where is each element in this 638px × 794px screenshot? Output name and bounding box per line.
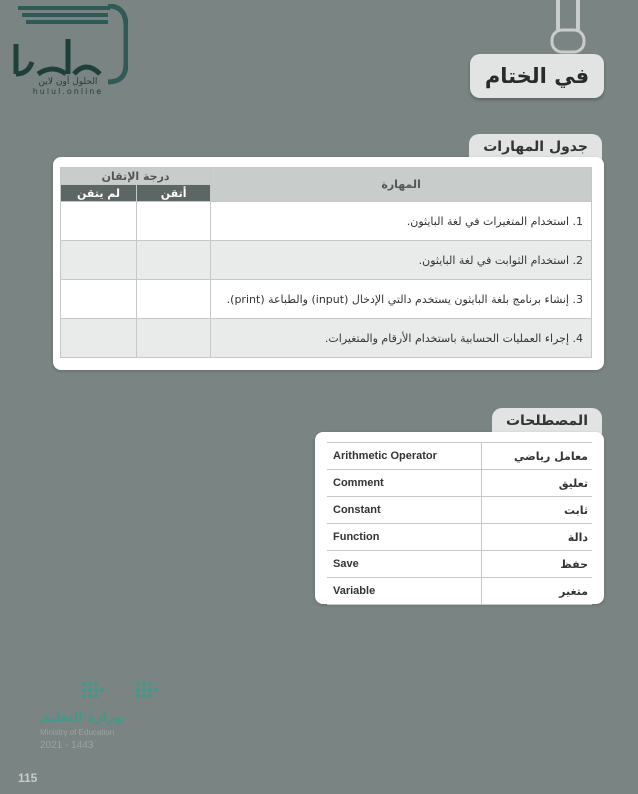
term-row — [327, 497, 592, 524]
skills-table — [60, 167, 592, 358]
skills-panel — [53, 157, 604, 370]
table-row — [61, 280, 592, 319]
ministry-name-arabic: وزارة التعليم — [40, 710, 123, 725]
term-arabic: ثابت — [482, 497, 592, 524]
skills-tab-label: جدول المهارات — [469, 134, 602, 160]
term-arabic: حفظ — [482, 551, 592, 578]
term-english: Comment — [327, 470, 482, 497]
logo-arabic: الحلول أون لاين — [38, 77, 98, 87]
hanging-clip-decoration — [548, 0, 588, 60]
mastered-header: أتقن — [137, 185, 211, 202]
mastered-cell[interactable] — [137, 202, 211, 241]
term-english: Constant — [327, 497, 482, 524]
skill-header: المهارة — [211, 168, 592, 202]
table-row — [61, 241, 592, 280]
term-arabic: دالة — [482, 524, 592, 551]
skill-text: 1. استخدام المتغيرات في لغة البايثون. — [211, 202, 592, 241]
mastery-header: درجة الإتقان — [61, 168, 211, 185]
not-mastered-cell[interactable] — [61, 241, 137, 280]
term-english: Function — [327, 524, 482, 551]
page-number: 115 — [18, 771, 38, 785]
mastered-cell[interactable] — [137, 319, 211, 358]
term-arabic: معامل رياضي — [482, 443, 592, 470]
ministry-name-english: Ministry of Education — [40, 728, 115, 737]
skill-text: 3. إنشاء برنامج بلغة البايثون يستخدم دالتي الإدخال (input) والطباعة (print). — [211, 280, 592, 319]
term-row — [327, 443, 592, 470]
hulul-logo — [8, 4, 128, 99]
ministry-dots-icon — [80, 680, 160, 704]
term-arabic: تعليق — [482, 470, 592, 497]
not-mastered-cell[interactable] — [61, 319, 137, 358]
table-row — [61, 202, 592, 241]
table-row — [61, 319, 592, 358]
ministry-logo — [40, 680, 170, 760]
term-arabic: متغير — [482, 578, 592, 605]
mastered-cell[interactable] — [137, 280, 211, 319]
terms-panel — [315, 432, 604, 604]
terms-table — [327, 442, 592, 605]
mastered-cell[interactable] — [137, 241, 211, 280]
term-row — [327, 470, 592, 497]
not-mastered-header: لم يتقن — [61, 185, 137, 202]
term-row — [327, 551, 592, 578]
terms-tab-label: المصطلحات — [492, 408, 602, 434]
term-english: Save — [327, 551, 482, 578]
not-mastered-cell[interactable] — [61, 280, 137, 319]
term-row — [327, 524, 592, 551]
skill-text: 4. إجراء العمليات الحسابية باستخدام الأرقام والمتغيرات. — [211, 319, 592, 358]
term-english: Arithmetic Operator — [327, 443, 482, 470]
logo-latin: hulul.online — [32, 87, 104, 96]
ministry-year: 2021 - 1443 — [40, 740, 94, 751]
not-mastered-cell[interactable] — [61, 202, 137, 241]
skill-text: 2. استخدام الثوابت في لغة البايثون. — [211, 241, 592, 280]
term-english: Variable — [327, 578, 482, 605]
section-title: في الختام — [470, 54, 604, 98]
term-row — [327, 578, 592, 605]
